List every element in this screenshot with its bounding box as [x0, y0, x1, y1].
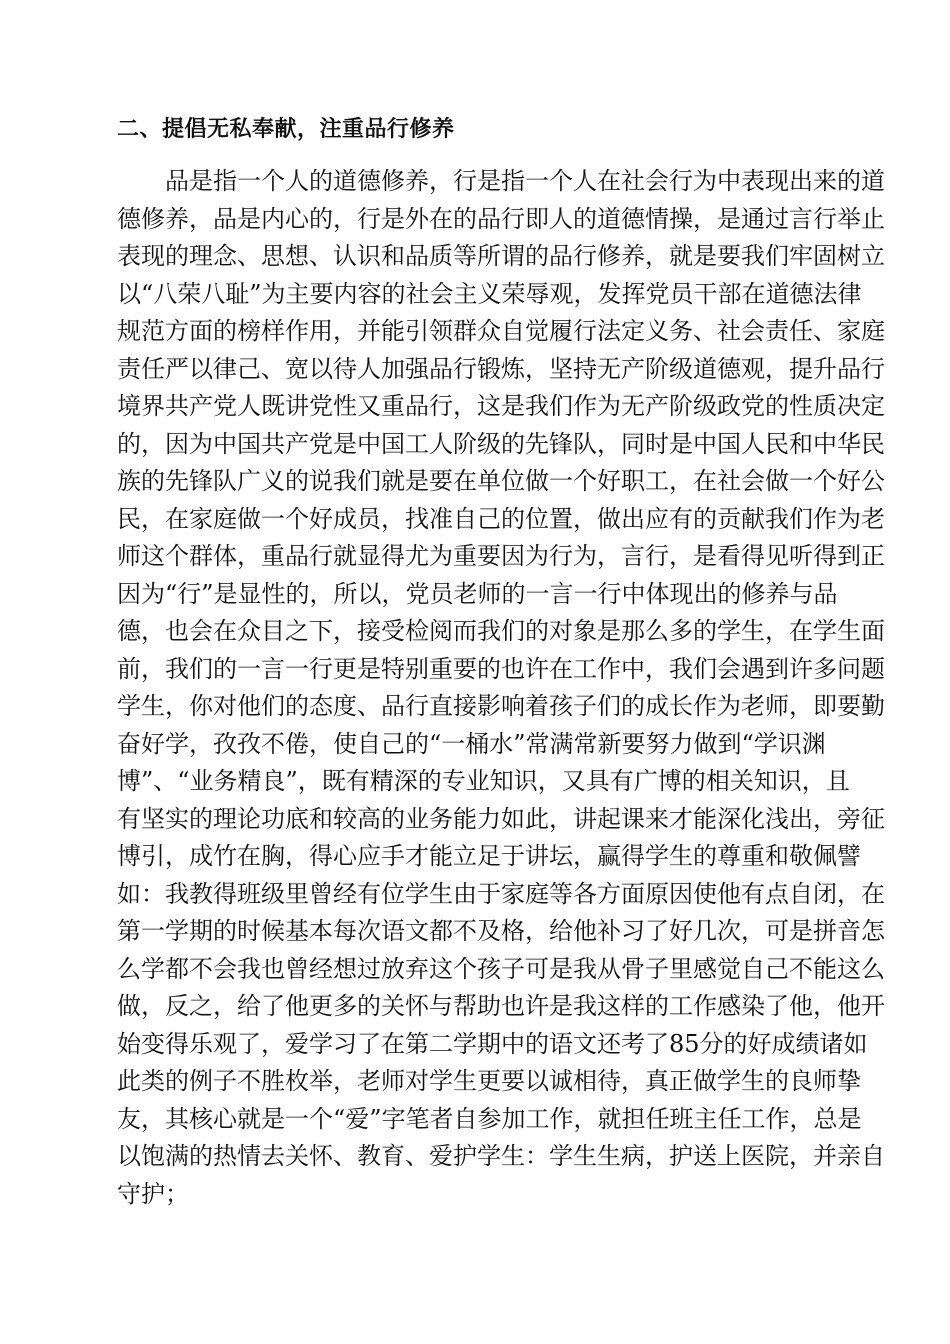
- text-line: 此类的例子不胜枚举，老师对学生更要以诚相待，真正做学生的良师挚: [117, 1067, 861, 1095]
- text-line: 族的先锋队广义的说我们就是要在单位做一个好职工，在社会做一个好公: [117, 467, 885, 495]
- text-line: 做，反之，给了他更多的关怀与帮助也许是我这样的工作感染了他，他开: [117, 992, 885, 1020]
- text-line: 有坚实的理论功底和较高的业务能力如此，讲起课来才能深化浅出，旁征: [117, 804, 885, 833]
- text-line: 责任严以律己、宽以待人加强品行锻炼，坚持无产阶级道德观，提升品行: [117, 354, 885, 383]
- text-line: 前，我们的一言一行更是特别重要的也许在工作中，我们会遇到许多问题: [117, 654, 885, 683]
- text-line: 民，在家庭做一个好成员，找准自己的位置，做出应有的贡献我们作为老: [117, 504, 885, 533]
- text-line: 始变得乐观了，爱学习了在第二学期中的语文还考了85分的好成绩诸如: [117, 1029, 868, 1058]
- text-line: 以“八荣八耻”为主要内容的社会主义荣辱观，发挥党员干部在道德法律: [117, 279, 862, 308]
- text-line: 品是指一个人的道德修养，行是指一个人在社会行为中表现出来的道: [165, 167, 885, 195]
- text-line: 么学都不会我也曾经想过放弃这个孩子可是我从骨子里感觉自己不能这么: [117, 954, 885, 983]
- text-line: 博”、“业务精良”，既有精深的专业知识，又具有广博的相关知识，且: [117, 767, 850, 795]
- text-line: 如：我教得班级里曾经有位学生由于家庭等各方面原因使他有点自闭，在: [117, 879, 885, 908]
- text-line: 第一学期的时候基本每次语文都不及格，给他补习了好几次，可是拼音怎: [117, 917, 885, 945]
- text-line: 师这个群体，重品行就显得尤为重要因为行为，言行，是看得见听得到正: [117, 542, 885, 570]
- text-line: 因为“行”是显性的，所以，党员老师的一言一行中体现出的修养与品: [117, 579, 838, 608]
- text-line: 规范方面的榜样作用，并能引领群众自觉履行法定义务、社会责任、家庭: [117, 317, 885, 345]
- text-line: 境界共产党人既讲党性又重品行，这是我们作为无产阶级政党的性质决定: [117, 392, 885, 420]
- text-line: 德，也会在众目之下，接受检阅而我们的对象是那么多的学生，在学生面: [117, 617, 885, 645]
- text-line: 德修养，品是内心的，行是外在的品行即人的道德情操，是通过言行举止: [117, 204, 885, 233]
- text-line: 友，其核心就是一个“爱”字笔者自参加工作，就担任班主任工作，总是: [117, 1104, 862, 1133]
- text-line: 表现的理念、思想、认识和品质等所谓的品行修养，就是要我们牢固树立: [117, 242, 885, 270]
- text-line: 博引，成竹在胸，得心应手才能立足于讲坛，赢得学生的尊重和敬佩譬: [117, 842, 861, 870]
- text-line: 学生，你对他们的态度、品行直接影响着孩子们的成长作为老师，即要勤: [117, 692, 885, 720]
- text-line: 守护；: [117, 1179, 189, 1208]
- text-line: 以饱满的热情去关怀、教育、爱护学生：学生生病，护送上医院，并亲自: [117, 1142, 885, 1170]
- section-heading: 二、提倡无私奉献，注重品行修养: [117, 117, 455, 142]
- body-paragraph: [117, 163, 885, 1213]
- text-line: 的，因为中国共产党是中国工人阶级的先锋队，同时是中国人民和中华民: [117, 429, 885, 458]
- text-line: 奋好学，孜孜不倦，使自己的“一桶水”常满常新要努力做到“学识渊: [117, 729, 826, 758]
